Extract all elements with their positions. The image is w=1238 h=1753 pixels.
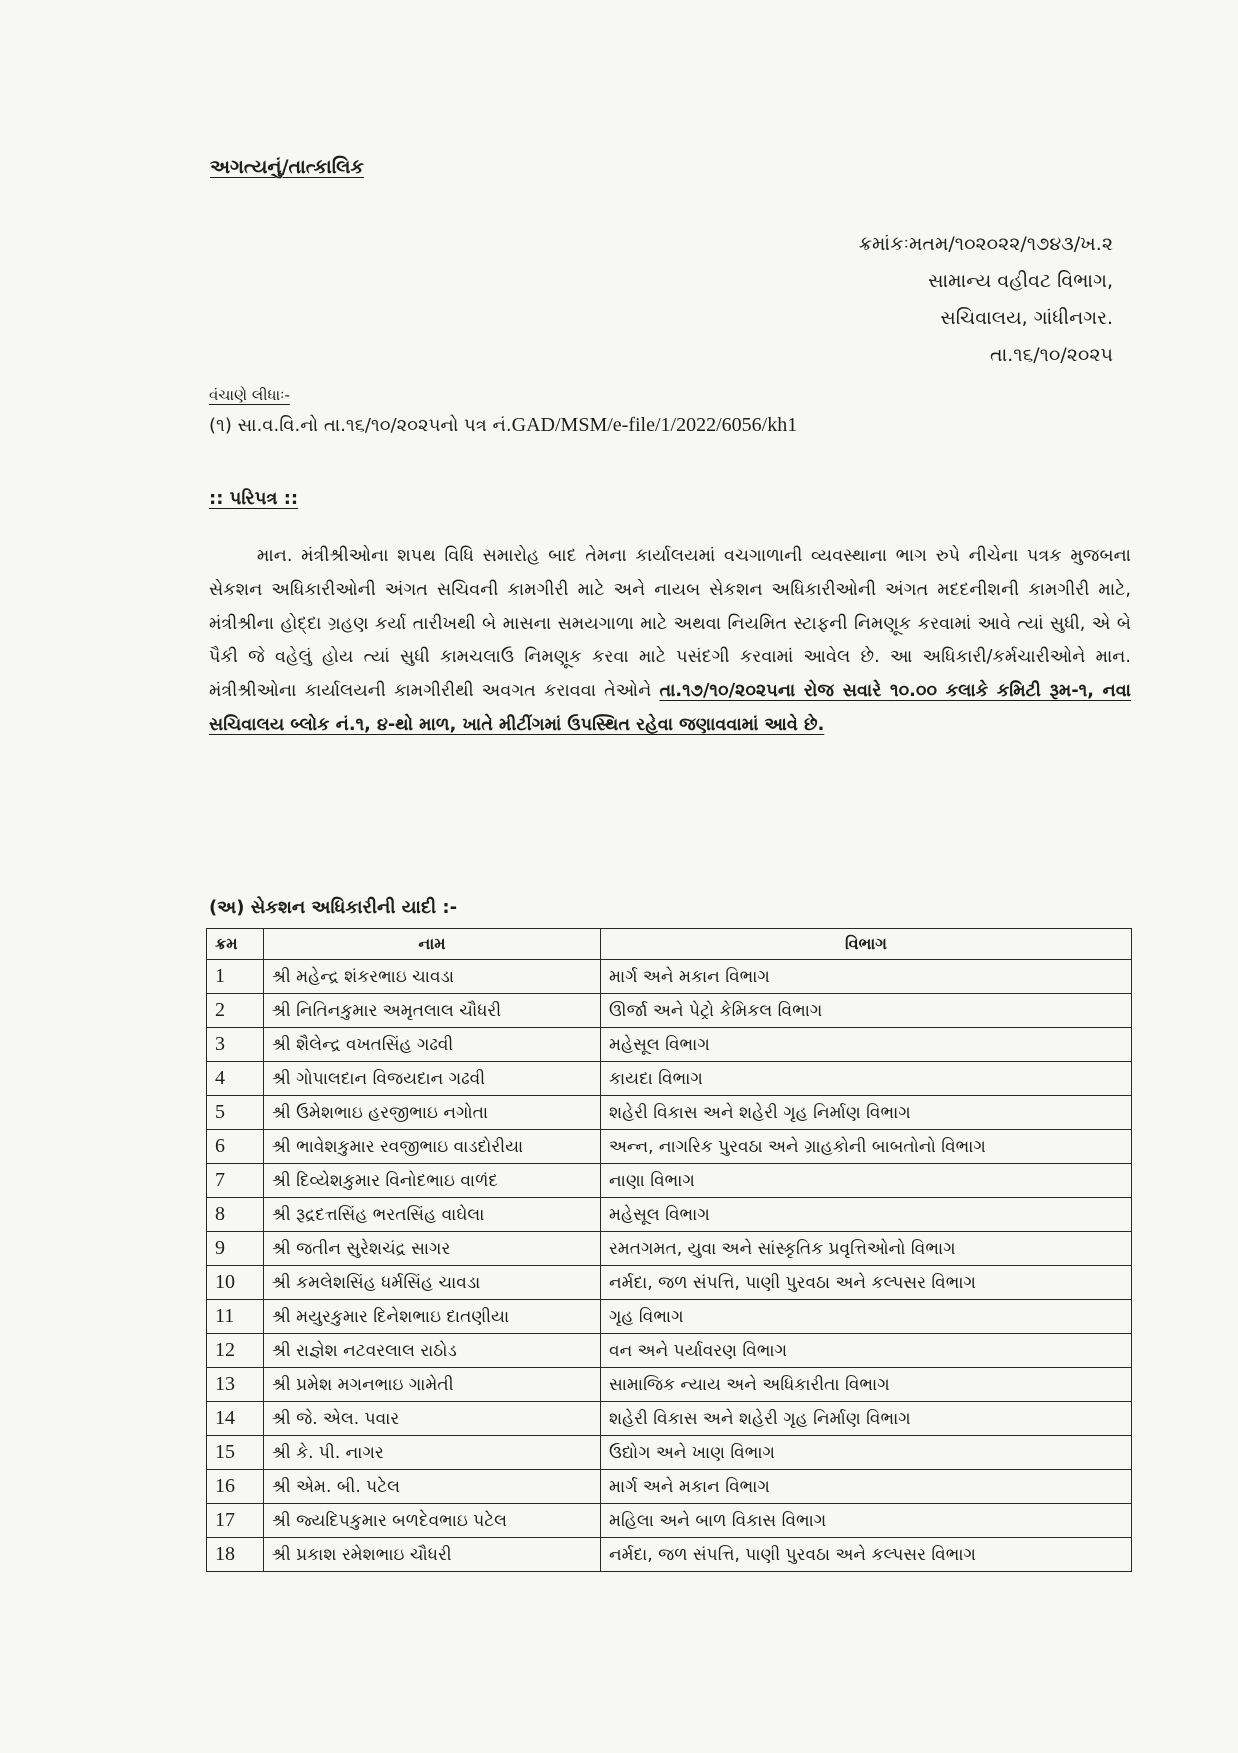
row-name: શ્રી મયુરકુમાર દિનેશભાઇ દાતણીયા (264, 1300, 601, 1334)
header-department: વિભાગ (601, 929, 1132, 960)
table-row (207, 1538, 1132, 1572)
row-name: શ્રી ગોપાલદાન વિજયદાન ગઢવી (264, 1062, 601, 1096)
row-name: શ્રી નિતિનકુમાર અમૃતલાલ ચૌધરી (264, 994, 601, 1028)
row-name: શ્રી એમ. બી. પટેલ (264, 1470, 601, 1504)
row-department: માર્ગ અને મકાન વિભાગ (601, 960, 1132, 994)
row-serial: 16 (207, 1470, 264, 1504)
table-row (207, 1096, 1132, 1130)
table-row (207, 1130, 1132, 1164)
row-name: શ્રી ઉમેશભાઇ હરજીભાઇ નગોતા (264, 1096, 601, 1130)
row-serial: 5 (207, 1096, 264, 1130)
row-department: મહિલા અને બાળ વિકાસ વિભાગ (601, 1504, 1132, 1538)
row-department: નર્મદા, જળ સંપત્તિ, પાણી પુરવઠા અને કલ્પસર વિભાગ (601, 1538, 1132, 1572)
row-serial: 3 (207, 1028, 264, 1062)
table-row (207, 1232, 1132, 1266)
row-department: અન્ન, નાગરિક પુરવઠા અને ગ્રાહકોની બાબતોનો વિભાગ (601, 1130, 1132, 1164)
row-name: શ્રી કમલેશસિંહ ધર્મસિંહ ચાવડા (264, 1266, 601, 1300)
row-serial: 10 (207, 1266, 264, 1300)
row-name: શ્રી ભાવેશકુમાર રવજીભાઇ વાડદોરીયા (264, 1130, 601, 1164)
header-serial: ક્રમ (207, 929, 264, 960)
row-department: મહેસૂલ વિભાગ (601, 1198, 1132, 1232)
table-row (207, 1436, 1132, 1470)
office-location: સચિવાલય, ગાંધીનગર. (940, 307, 1113, 329)
row-department: સામાજિક ન્યાય અને અધિકારીતા વિભાગ (601, 1368, 1132, 1402)
row-department: માર્ગ અને મકાન વિભાગ (601, 1470, 1132, 1504)
table-row (207, 1504, 1132, 1538)
row-serial: 18 (207, 1538, 264, 1572)
reference-item (209, 414, 797, 437)
circular-title: :: પરિપત્ર :: (209, 488, 299, 509)
row-name: શ્રી કે. પી. નાગર (264, 1436, 601, 1470)
table-header-row (207, 929, 1132, 960)
header-name: નામ (264, 929, 601, 960)
reference-item-code: GAD/MSM/e-file/1/2022/6056/kh1 (511, 414, 798, 436)
row-name: શ્રી પ્રકાશ રમેશભાઇ ચૌધરી (264, 1538, 601, 1572)
table-row (207, 1334, 1132, 1368)
circular-body-text: માન. મંત્રીશ્રીઓના શપથ વિધિ સમારોહ બાદ તેમના કાર્યાલયમાં વચગાળાની વ્યવસ્થાના ભાગ રુપે નીચેના પત્રક મુજબના સેકશન અધિકારીઓની અંગત સચિવની કામગીરી માટે અને નાયબ સેકશન અધિકારીઓની અંગત મદદનીશની કામગીરી માટે, મંત્રીશ્રીના હોદ્દા ગ્રહણ કર્યા તારીખથી બે માસના સમયગાળા માટે અથવા નિયમિત સ્ટાફની નિમણૂક કરવામાં આવે ત્યાં સુધી, એ બે પૈકી જે વહેલું હોય ત્યાં સુધી કામચલાઉ નિમણૂક કરવા માટે પસંદગી કરવામાં આવેલ છે. આ અધિકારી/કર્મચારીઓને માન. મંત્રીશ્રીઓના કાર્યાલયની કામગીરીથી અવગત કરાવવા તેઓને (209, 546, 1131, 702)
row-serial: 2 (207, 994, 264, 1028)
row-serial: 15 (207, 1436, 264, 1470)
reference-item-prefix: (૧) સા.વ.વિ.નો તા.૧૬/૧૦/૨૦૨૫નો પત્ર નં. (209, 415, 512, 436)
row-serial: 11 (207, 1300, 264, 1334)
table-row (207, 1402, 1132, 1436)
row-department: શહેરી વિકાસ અને શહેરી ગૃહ નિર્માણ વિભાગ (601, 1402, 1132, 1436)
circular-body (209, 540, 1131, 743)
row-department: નાણા વિભાગ (601, 1164, 1132, 1198)
reference-number: ક્રમાંકઃમતમ/૧૦૨૦૨૨/૧૭૪૩/ખ.૨ (858, 233, 1113, 255)
table-row (207, 994, 1132, 1028)
table-row (207, 960, 1132, 994)
row-department: મહેસૂલ વિભાગ (601, 1028, 1132, 1062)
row-department: ગૃહ વિભાગ (601, 1300, 1132, 1334)
table-row (207, 1368, 1132, 1402)
urgency-label: અગત્યનું/તાત્કાલિક (210, 156, 364, 178)
table-row (207, 1028, 1132, 1062)
row-department: ઊર્જા અને પેટ્રો કેમિકલ વિભાગ (601, 994, 1132, 1028)
row-serial: 4 (207, 1062, 264, 1096)
row-serial: 7 (207, 1164, 264, 1198)
row-serial: 17 (207, 1504, 264, 1538)
row-name: શ્રી જ્યદિપકુમાર બળદેવભાઇ પટેલ (264, 1504, 601, 1538)
meeting-instruction: તા.૧૭/૧૦/૨૦૨૫ના રોજ સવારે ૧૦.૦૦ કલાકે કમિટી રૂમ-૧, નવા સચિવાલય બ્લોક નં.૧, ૪-થો માળ, ખાતે મીટીંગમાં ઉપસ્થિત રહેવા જણાવવામાં આવે છે. (209, 681, 1131, 735)
row-department: કાયદા વિભાગ (601, 1062, 1132, 1096)
section-officer-list-title: (અ) સેકશન અધિકારીની યાદી :- (209, 897, 458, 918)
row-serial: 12 (207, 1334, 264, 1368)
table-row (207, 1300, 1132, 1334)
section-officer-table (206, 928, 1132, 1572)
references-title: વંચાણે લીધાઃ- (209, 386, 290, 404)
row-name: શ્રી શૈલેન્દ્ર વખતસિંહ ગઢવી (264, 1028, 601, 1062)
table-row (207, 1062, 1132, 1096)
row-name: શ્રી જે. એલ. પવાર (264, 1402, 601, 1436)
row-department: ઉદ્યોગ અને ખાણ વિભાગ (601, 1436, 1132, 1470)
letter-header (859, 226, 1113, 374)
row-department: વન અને પર્યાવરણ વિભાગ (601, 1334, 1132, 1368)
row-department: શહેરી વિકાસ અને શહેરી ગૃહ નિર્માણ વિભાગ (601, 1096, 1132, 1130)
department-name: સામાન્ય વહીવટ વિભાગ, (928, 270, 1113, 292)
row-name: શ્રી રૂદ્રદત્તસિંહ ભરતસિંહ વાઘેલા (264, 1198, 601, 1232)
row-department: નર્મદા, જળ સંપત્તિ, પાણી પુરવઠા અને કલ્પસર વિભાગ (601, 1266, 1132, 1300)
row-name: શ્રી જતીન સુરેશચંદ્ર સાગર (264, 1232, 601, 1266)
row-name: શ્રી દિવ્યેશકુમાર વિનોદભાઇ વાળંદ (264, 1164, 601, 1198)
row-name: શ્રી રાજ્ઞેશ નટવરલાલ રાઠોડ (264, 1334, 601, 1368)
row-serial: 13 (207, 1368, 264, 1402)
row-serial: 1 (207, 960, 264, 994)
row-serial: 6 (207, 1130, 264, 1164)
row-name: શ્રી મહેન્દ્ર શંકરભાઇ ચાવડા (264, 960, 601, 994)
row-name: શ્રી પ્રમેશ મગનભાઇ ગામેતી (264, 1368, 601, 1402)
row-serial: 9 (207, 1232, 264, 1266)
row-department: રમતગમત, યુવા અને સાંસ્કૃતિક પ્રવૃત્તિઓનો વિભાગ (601, 1232, 1132, 1266)
table-row (207, 1164, 1132, 1198)
table-row (207, 1266, 1132, 1300)
table-row (207, 1198, 1132, 1232)
row-serial: 8 (207, 1198, 264, 1232)
letter-date: તા.૧૬/૧૦/૨૦૨૫ (989, 344, 1113, 366)
table-row (207, 1470, 1132, 1504)
row-serial: 14 (207, 1402, 264, 1436)
